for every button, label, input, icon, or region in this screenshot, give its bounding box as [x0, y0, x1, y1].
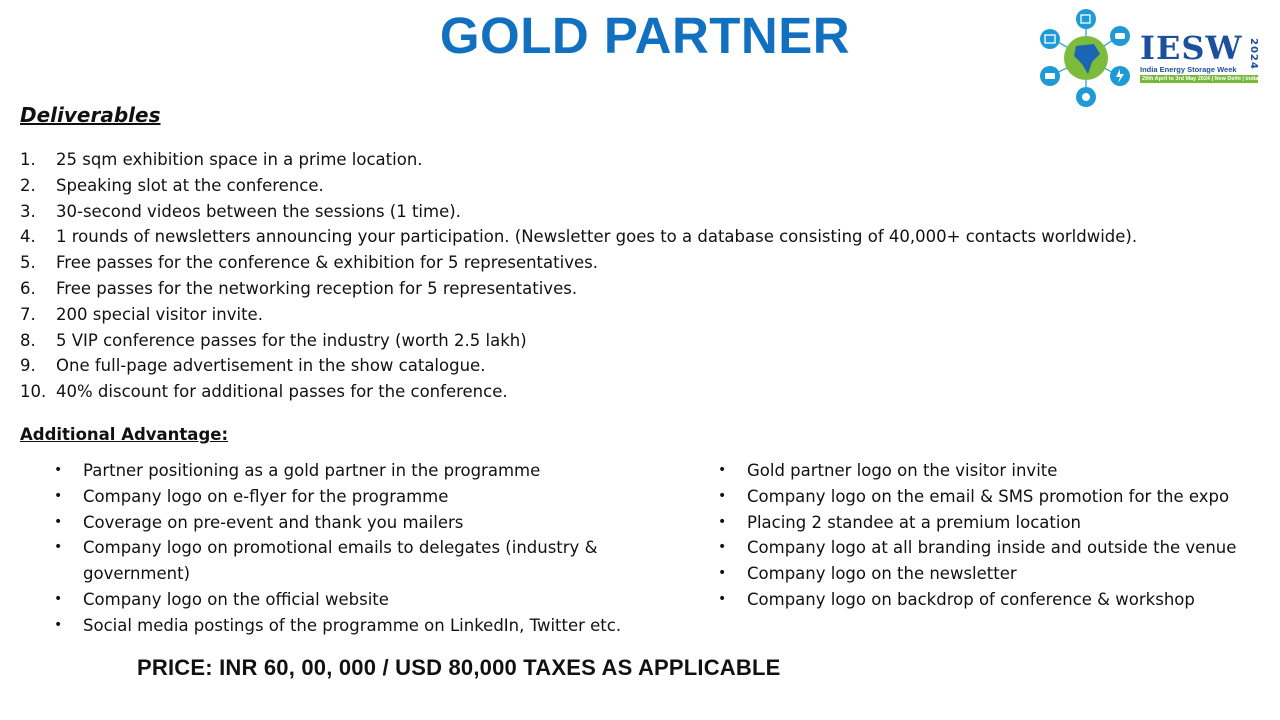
ev-car-icon [1110, 26, 1130, 46]
bullet-icon: • [718, 565, 727, 582]
charging-icon [1110, 66, 1130, 86]
bullet-icon: • [54, 539, 63, 556]
bullet-icon: • [718, 487, 727, 504]
logo-date: 29th April to 3rd May 2024 | New Delhi | India [1142, 76, 1259, 82]
bullet-icon: • [718, 590, 727, 607]
phone-icon [1040, 66, 1060, 86]
item-text: Speaking slot at the conference. [56, 175, 324, 195]
logo-subtitle: India Energy Storage Week [1140, 65, 1237, 74]
list-item [20, 147, 1137, 173]
list-item [718, 484, 1278, 510]
list-item [54, 458, 654, 484]
list-item [718, 535, 1278, 561]
item-number: 2. [20, 175, 36, 195]
item-text: Company logo on the email & SMS promotion for the expo [747, 486, 1230, 506]
list-item [54, 587, 654, 613]
item-text: 1 rounds of newsletters announcing your participation. (Newsletter goes to a database consisting of 40,000+ contacts worldwide). [56, 227, 1138, 247]
list-item [20, 173, 1137, 199]
item-text: Partner positioning as a gold partner in the programme [83, 461, 541, 480]
bullet-icon: • [718, 513, 727, 530]
list-item [20, 379, 1137, 405]
item-text: 40% discount for additional passes for the conference. [56, 382, 508, 402]
list-item [20, 250, 1137, 276]
item-text: Company logo on e-flyer for the programme [83, 486, 449, 506]
list-item [20, 302, 1137, 328]
grid-icon [1040, 29, 1060, 49]
advantage-list-right [718, 458, 1278, 613]
list-item [54, 484, 654, 510]
item-text: 30-second videos between the sessions (1 time). [56, 201, 461, 221]
item-number: 6. [20, 278, 36, 298]
item-text: One full-page advertisement in the show catalogue. [56, 356, 486, 376]
item-text: Free passes for the conference & exhibition for 5 representatives. [56, 253, 598, 273]
logo-year: 2024 [1248, 38, 1259, 70]
item-text: Coverage on pre-event and thank you mailers [83, 512, 464, 532]
list-item [54, 510, 654, 536]
list-item [54, 535, 654, 587]
item-text: Free passes for the networking reception for 5 representatives. [56, 278, 578, 298]
list-item [718, 510, 1278, 536]
bullet-icon: • [54, 590, 63, 607]
deliverables-heading: Deliverables [20, 103, 161, 127]
list-item [20, 276, 1137, 302]
deliverables-list [20, 147, 1137, 405]
item-number: 9. [20, 356, 36, 376]
item-text: Company logo on the official website [83, 589, 389, 609]
item-text: Social media postings of the programme on LinkedIn, Twitter etc. [83, 615, 622, 635]
item-number: 5. [20, 253, 36, 273]
item-number: 1. [20, 150, 36, 169]
item-number: 7. [20, 304, 36, 324]
bullet-icon: • [54, 513, 63, 530]
additional-advantage-heading: Additional Advantage: [20, 425, 229, 444]
item-text: 25 sqm exhibition space in a prime location. [56, 150, 423, 169]
item-text: Gold partner logo on the visitor invite [747, 461, 1058, 480]
logo-wordmark: IESW [1140, 29, 1243, 67]
bullet-icon: • [718, 539, 727, 556]
battery-icon [1076, 9, 1096, 29]
list-item [718, 587, 1278, 613]
iesw-logo [1036, 8, 1258, 110]
item-text: Company logo on the newsletter [747, 564, 1017, 584]
item-number: 3. [20, 201, 36, 221]
list-item [54, 613, 654, 639]
item-text: Company logo on backdrop of conference & workshop [747, 589, 1195, 609]
advantage-list-left [54, 458, 654, 639]
list-item [20, 328, 1137, 354]
item-number: 10. [20, 382, 47, 402]
solar-icon [1076, 87, 1096, 107]
logo-emblem [1036, 8, 1140, 110]
item-number: 8. [20, 330, 36, 350]
bullet-icon: • [54, 487, 63, 504]
item-text: Placing 2 standee at a premium location [747, 512, 1082, 532]
list-item [20, 224, 1137, 250]
item-number: 4. [20, 227, 36, 247]
bullet-icon: • [718, 462, 727, 478]
list-item [20, 353, 1137, 379]
item-text: Company logo on promotional emails to delegates (industry & government) [83, 538, 598, 584]
page-title: GOLD PARTNER [439, 7, 851, 64]
item-text: 5 VIP conference passes for the industry (worth 2.5 lakh) [56, 330, 527, 350]
bullet-icon: • [54, 616, 63, 633]
item-text: 200 special visitor invite. [56, 304, 263, 324]
item-text: Company logo at all branding inside and outside the venue [747, 538, 1237, 558]
price-line: PRICE: INR 60, 00, 000 / USD 80,000 TAXES AS APPLICABLE [137, 655, 781, 680]
list-item [20, 199, 1137, 225]
list-item [718, 458, 1278, 484]
list-item [718, 561, 1278, 587]
bullet-icon: • [54, 462, 63, 478]
